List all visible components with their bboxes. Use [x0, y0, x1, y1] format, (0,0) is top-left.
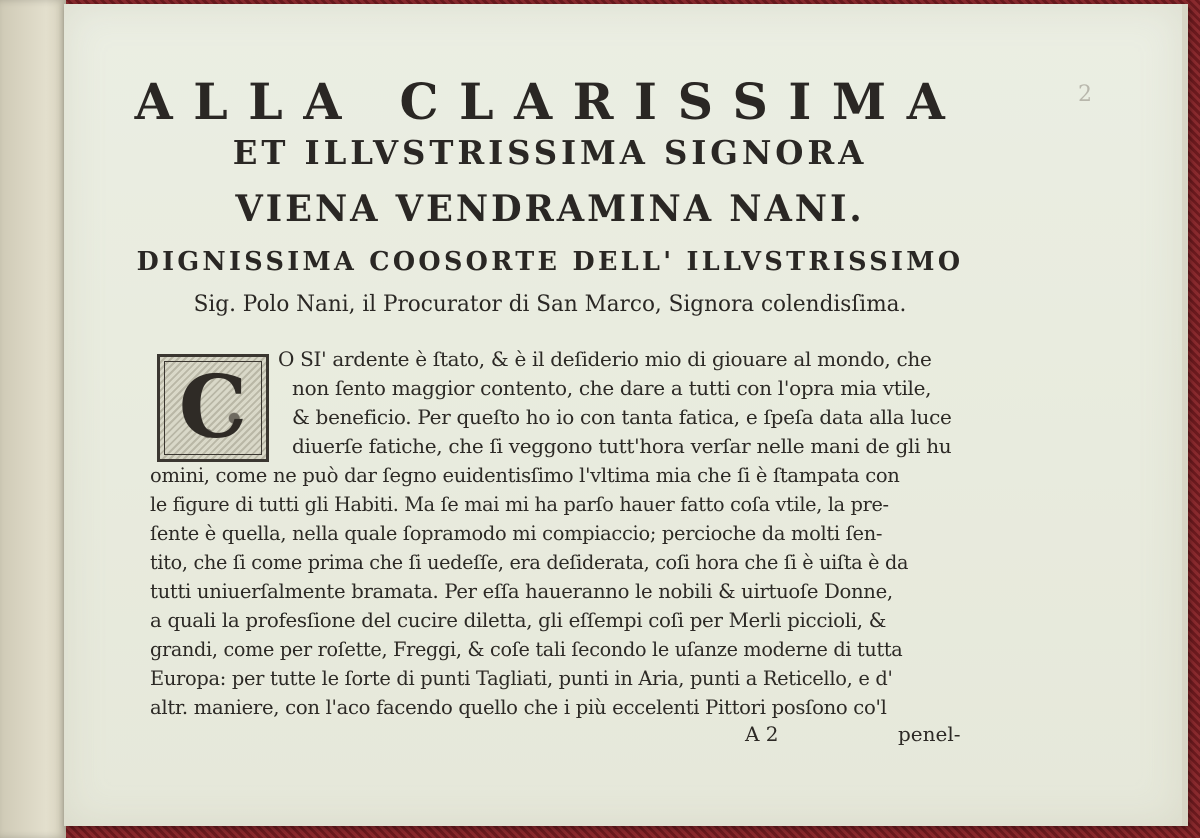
body-line: O SI' ardente è ſtato, & è il deſiderio mio di giouare al mondo, che	[278, 347, 932, 371]
body-line: omini, come ne può dar ſegno euidentisſimo l'vltima mia che ſi è ſtampata con	[150, 464, 900, 487]
body-line: ſente è quella, nella quale ſopramodo mi compiaccio; percioche da molti ſen-	[150, 522, 883, 545]
initial-letter: C	[178, 357, 248, 458]
body-line: altr. maniere, con l'aco facendo quello che i più eccelenti Pittori posſono co'l	[150, 696, 887, 719]
body-line: diuerſe fatiche, che ſi veggono tutt'hora verſar nelle mani de gli hu	[292, 434, 952, 458]
signature-mark: A 2	[745, 722, 779, 746]
heading-line-3: VIENA VENDRAMINA NANI.	[235, 188, 865, 230]
body-line: le figure di tutti gli Habiti. Ma ſe mai mi ha parſo hauer fatto coſa vtile, la pre-	[150, 493, 889, 516]
heading-line-4: DIGNISSIMA COOSORTE DELL' ILLVSTRISSIMO	[136, 247, 964, 277]
body-line: & beneficio. Per queſto ho io con tanta fatica, e ſpeſa data alla luce	[292, 405, 952, 429]
heading-line-2: ET ILLVSTRISSIMA SIGNORA	[232, 133, 868, 172]
heading-line-5: Sig. Polo Nani, il Procurator di San Marco, Signora colendisſima.	[193, 292, 907, 317]
body-line: tito, che ſi come prima che ſi uedeſſe, era deſiderata, coſi hora che ſi è uiſta è da	[150, 551, 909, 574]
body-line: non ſento maggior contento, che dare a tutti con l'opra mia vtile,	[292, 376, 932, 400]
heading-line-1: ALLA CLARISSIMA	[134, 72, 966, 131]
body-line: Europa: per tutte le ſorte di punti Tagliati, punti in Aria, punti a Reticello, e d'	[150, 667, 893, 690]
catchword: penel-	[898, 722, 961, 746]
body-line: tutti uniuerſalmente bramata. Per eſſa haueranno le nobili & uirtuoſe Donne,	[150, 580, 893, 603]
left-page-edge	[0, 0, 66, 838]
body-line: grandi, come per roſette, Freggi, & coſe tali ſecondo le uſanze moderne di tutta	[150, 638, 903, 661]
decorated-initial	[157, 354, 269, 462]
page-number: 2	[1078, 82, 1092, 107]
body-line: a quali la profesſione del cucire diletta, gli eſſempi coſi per Merli piccioli, &	[150, 609, 887, 632]
